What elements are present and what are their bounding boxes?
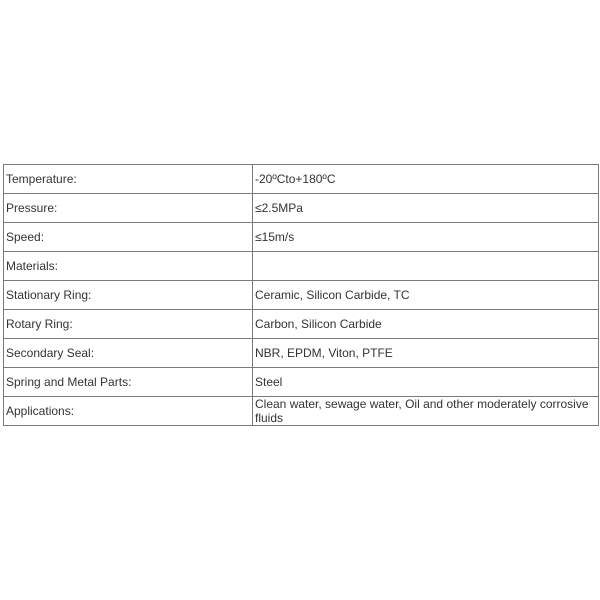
table-row-stationary-ring	[4, 281, 599, 310]
spec-label: Spring and Metal Parts:	[4, 368, 253, 397]
spec-label: Applications:	[4, 397, 253, 426]
spec-label: Rotary Ring:	[4, 310, 253, 339]
spec-label: Secondary Seal:	[4, 339, 253, 368]
table-row-materials	[4, 252, 599, 281]
specification-table	[3, 164, 599, 426]
table-row-applications	[4, 397, 599, 426]
spec-value: Clean water, sewage water, Oil and other moderately corrosive fluids	[253, 397, 599, 426]
table-row-speed	[4, 223, 599, 252]
spec-label: Pressure:	[4, 194, 253, 223]
table-row-rotary-ring	[4, 310, 599, 339]
table-row-temperature	[4, 165, 599, 194]
table-row-pressure	[4, 194, 599, 223]
table-row-spring-metal-parts	[4, 368, 599, 397]
spec-label: Speed:	[4, 223, 253, 252]
spec-value: NBR, EPDM, Viton, PTFE	[253, 339, 599, 368]
spec-label: Stationary Ring:	[4, 281, 253, 310]
spec-label: Temperature:	[4, 165, 253, 194]
table-row-secondary-seal	[4, 339, 599, 368]
spec-label: Materials:	[4, 252, 253, 281]
spec-value	[253, 252, 599, 281]
spec-value: -20ºCto+180ºC	[253, 165, 599, 194]
spec-value: Steel	[253, 368, 599, 397]
spec-value: ≤2.5MPa	[253, 194, 599, 223]
spec-value: Carbon, Silicon Carbide	[253, 310, 599, 339]
spec-value: ≤15m/s	[253, 223, 599, 252]
spec-value: Ceramic, Silicon Carbide, TC	[253, 281, 599, 310]
